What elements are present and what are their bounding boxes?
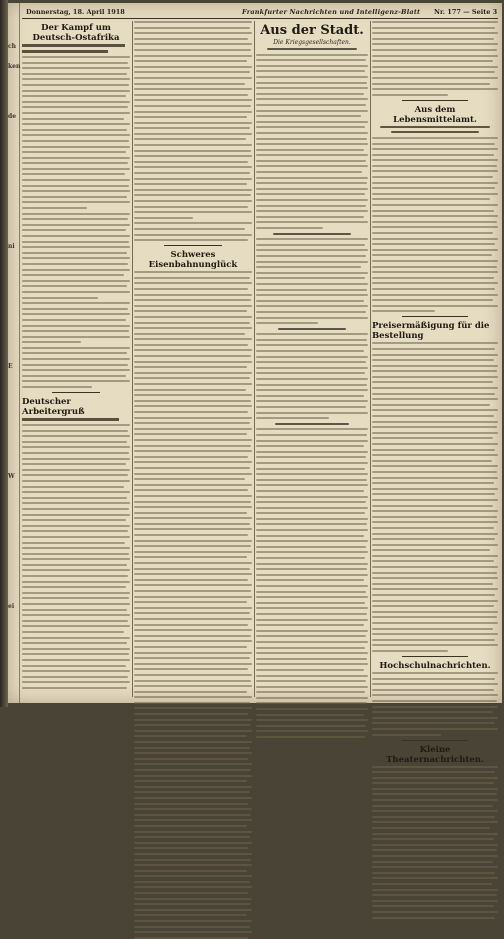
- article-separator: [402, 656, 468, 657]
- article-heading: Der Kampf um Deutsch-Ostafrika: [32, 23, 120, 43]
- article-body: [372, 672, 498, 736]
- article-heading: Schweres Eisenbahnunglück: [148, 250, 238, 271]
- page-header: [22, 5, 498, 19]
- article-separator: [164, 245, 222, 246]
- column-3: [256, 21, 368, 697]
- article-separator: [402, 740, 468, 741]
- newspaper-page: [8, 3, 502, 765]
- column-rule: [132, 21, 133, 697]
- binding-edge: [0, 0, 8, 707]
- article-body: [372, 342, 498, 652]
- strip-fragment: E: [8, 363, 13, 370]
- page-number: Nr. 177 — Seite 3: [434, 8, 498, 16]
- article-body: [372, 126, 498, 313]
- article-body: [372, 21, 498, 96]
- strip-fragment: ch: [8, 43, 17, 50]
- column-1: [22, 21, 130, 697]
- strip-fragment: de: [8, 113, 17, 120]
- article-body: [134, 21, 252, 241]
- article-separator: [402, 316, 468, 317]
- column-rule: [370, 21, 371, 697]
- article-body: [134, 271, 252, 939]
- article-separator: [52, 392, 100, 393]
- column-rule: [254, 21, 255, 697]
- article-heading: Aus dem Lebensmittelamt.: [393, 104, 477, 125]
- strip-fragment: ken: [8, 63, 21, 70]
- strip-fragment: W: [8, 473, 15, 480]
- column-4: [372, 21, 498, 765]
- newspaper-title: Frankfurter Nachrichten und Intelligenz-Blatt: [242, 8, 421, 16]
- article-heading: Hochschulnachrichten.: [379, 660, 491, 671]
- section-heading: Aus der Stadt.: [260, 23, 364, 38]
- section-subheading: Die Kriegsgesellschaften.: [273, 39, 351, 46]
- article-body: [372, 766, 498, 919]
- article-body: [22, 44, 130, 388]
- issue-date: Donnerstag, 18. April 1918: [26, 8, 125, 16]
- article-body: [256, 48, 368, 738]
- article-heading: Deutscher Arbeitergruß: [22, 397, 85, 418]
- article-heading: Preisermäßigung für die Bestellung: [372, 321, 490, 342]
- adjacent-page-strip: [8, 3, 20, 703]
- column-2: [134, 21, 252, 697]
- strip-fragment: ni: [8, 243, 15, 250]
- article-heading: Kleine Theaternachrichten.: [386, 744, 484, 765]
- strip-fragment: ei: [8, 603, 15, 610]
- article-separator: [402, 100, 468, 101]
- article-body: [22, 418, 130, 689]
